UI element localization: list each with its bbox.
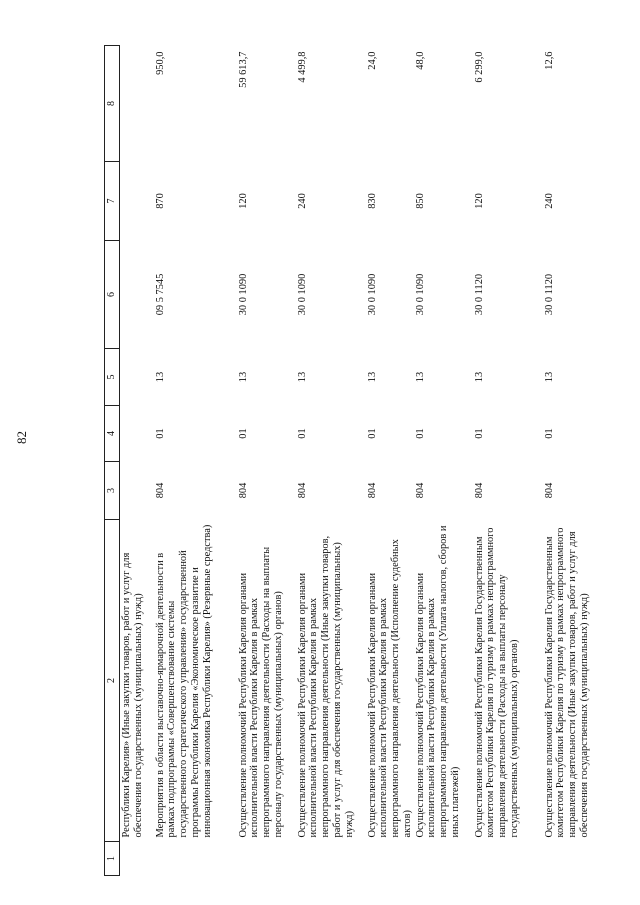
table-row <box>296 46 366 876</box>
row-code-5: 13 <box>473 371 485 383</box>
col-header-8: 8 <box>105 46 120 162</box>
row-code-4: 01 <box>154 428 166 439</box>
table-row <box>414 46 473 876</box>
row-number <box>473 842 543 876</box>
row-code-3: 804 <box>154 482 166 499</box>
row-code-5: 13 <box>296 371 308 383</box>
row-description: Осуществление полномочий Республики Карелия органами исполнительной власти Республики Карелия в рамках непрограммного направления деятельности (Уплата налогов, сборов и иных платежей) <box>414 525 462 838</box>
row-number <box>120 842 154 876</box>
budget-table <box>104 45 591 876</box>
row-amount <box>120 46 154 162</box>
row-amount: 12,6 <box>543 51 555 70</box>
row-code-3: 804 <box>414 482 426 499</box>
row-code-6: 30 0 1090 <box>296 273 308 316</box>
row-code-7: 120 <box>237 193 249 209</box>
row-code-3: 804 <box>543 482 555 499</box>
row-description: Осуществление полномочий Республики Карелия органами исполнительной власти Республики Карелия в рамках непрограммного направления деятельности (Исполнение судебных актов) <box>366 539 413 838</box>
page-number: 82 <box>14 431 29 444</box>
row-number <box>237 842 296 876</box>
row-code-6: 30 0 1120 <box>473 273 485 316</box>
row-amount: 48,0 <box>414 51 426 70</box>
row-code-4: 01 <box>237 428 249 439</box>
row-code-4: 01 <box>366 428 378 439</box>
row-amount: 4 499,8 <box>296 51 308 83</box>
col-header-6: 6 <box>105 241 120 349</box>
row-amount: 24,0 <box>366 51 378 70</box>
row-code-5: 13 <box>543 371 555 383</box>
row-code-7: 240 <box>543 193 555 209</box>
col-header-4: 4 <box>105 406 120 462</box>
row-code-6: 30 0 1120 <box>543 273 555 316</box>
row-code-4: 01 <box>543 428 555 439</box>
row-number <box>543 842 591 876</box>
col-header-3: 3 <box>105 462 120 520</box>
row-number <box>414 842 473 876</box>
row-code-7: 830 <box>366 193 378 209</box>
row-code-3 <box>120 462 154 520</box>
row-code-6 <box>120 241 154 349</box>
row-code-4 <box>120 406 154 462</box>
table-row <box>473 46 543 876</box>
row-description: Республики Карелия» (Иные закупки товаров, работ и услуг для обеспечения государственных (муниципальных) нужд) <box>121 552 144 838</box>
row-amount: 950,0 <box>154 51 166 75</box>
row-description: Осуществление полномочий Республики Карелия Государственным комитетом Республики Карелия по туризму в рамках непрограммного направления деятельности (Расходы на выплаты персоналу государственных (муниципальных) органов) <box>473 527 521 838</box>
row-code-7: 870 <box>154 193 166 209</box>
row-code-7 <box>120 162 154 241</box>
row-description: Осуществление полномочий Республики Карелия органами исполнительной власти Республики Карелия в рамках непрограммного направления деятельности (Иные закупки товаров, работ и услуг для обеспечения государственных (муниципальных) нужд) <box>296 535 355 838</box>
row-code-7: 120 <box>473 193 485 209</box>
row-code-5 <box>120 349 154 406</box>
row-description: Мероприятия в области выставочно-ярмарочной деятельности в рамках подпрограммы «Совершенствование системы государственного стратегического управления» государственной программы Республики Карелия «Экономическое развитие и инновационная экономика Республики Карелия» (Резервные средства) <box>154 524 213 838</box>
row-code-3: 804 <box>237 482 249 499</box>
table-row <box>237 46 296 876</box>
row-amount: 6 299,0 <box>473 51 485 83</box>
row-code-7: 850 <box>414 193 426 209</box>
row-code-5: 13 <box>237 371 249 383</box>
row-code-5: 13 <box>414 371 426 383</box>
header-row <box>105 46 120 876</box>
table-row <box>543 46 591 876</box>
table-row <box>120 46 154 876</box>
row-code-6: 30 0 1090 <box>366 273 378 316</box>
row-code-6: 09 5 7545 <box>154 273 166 316</box>
col-header-2: 2 <box>105 520 120 842</box>
col-header-1: 1 <box>105 842 120 876</box>
row-code-3: 804 <box>366 482 378 499</box>
row-code-5: 13 <box>366 371 378 383</box>
table-row <box>366 46 414 876</box>
row-code-6: 30 0 1090 <box>237 273 249 316</box>
row-code-3: 804 <box>296 482 308 499</box>
row-number <box>296 842 366 876</box>
col-header-5: 5 <box>105 349 120 406</box>
row-amount: 59 613,7 <box>237 51 249 88</box>
row-code-5: 13 <box>154 371 166 383</box>
row-description: Осуществление полномочий Республики Карелия органами исполнительной власти Республики Карелия в рамках непрограммного направления деятельности (Расходы на выплаты персоналу государственных (муниципальных) органов) <box>237 546 284 838</box>
row-number <box>154 842 237 876</box>
col-header-7: 7 <box>105 162 120 241</box>
row-code-4: 01 <box>473 428 485 439</box>
row-code-4: 01 <box>296 428 308 439</box>
table-row <box>154 46 237 876</box>
row-code-4: 01 <box>414 428 426 439</box>
row-code-7: 240 <box>296 193 308 209</box>
row-description: Осуществление полномочий Республики Карелия Государственным комитетом Республики Карелия по туризму в рамках непрограммного направления деятельности (Иные закупки товаров, работ и услуг для обеспечения государственных (муниципальных) нужд) <box>543 527 591 838</box>
row-number <box>366 842 414 876</box>
row-code-6: 30 0 1090 <box>414 273 426 316</box>
row-code-3: 804 <box>473 482 485 499</box>
budget-table-rotated <box>104 46 591 876</box>
